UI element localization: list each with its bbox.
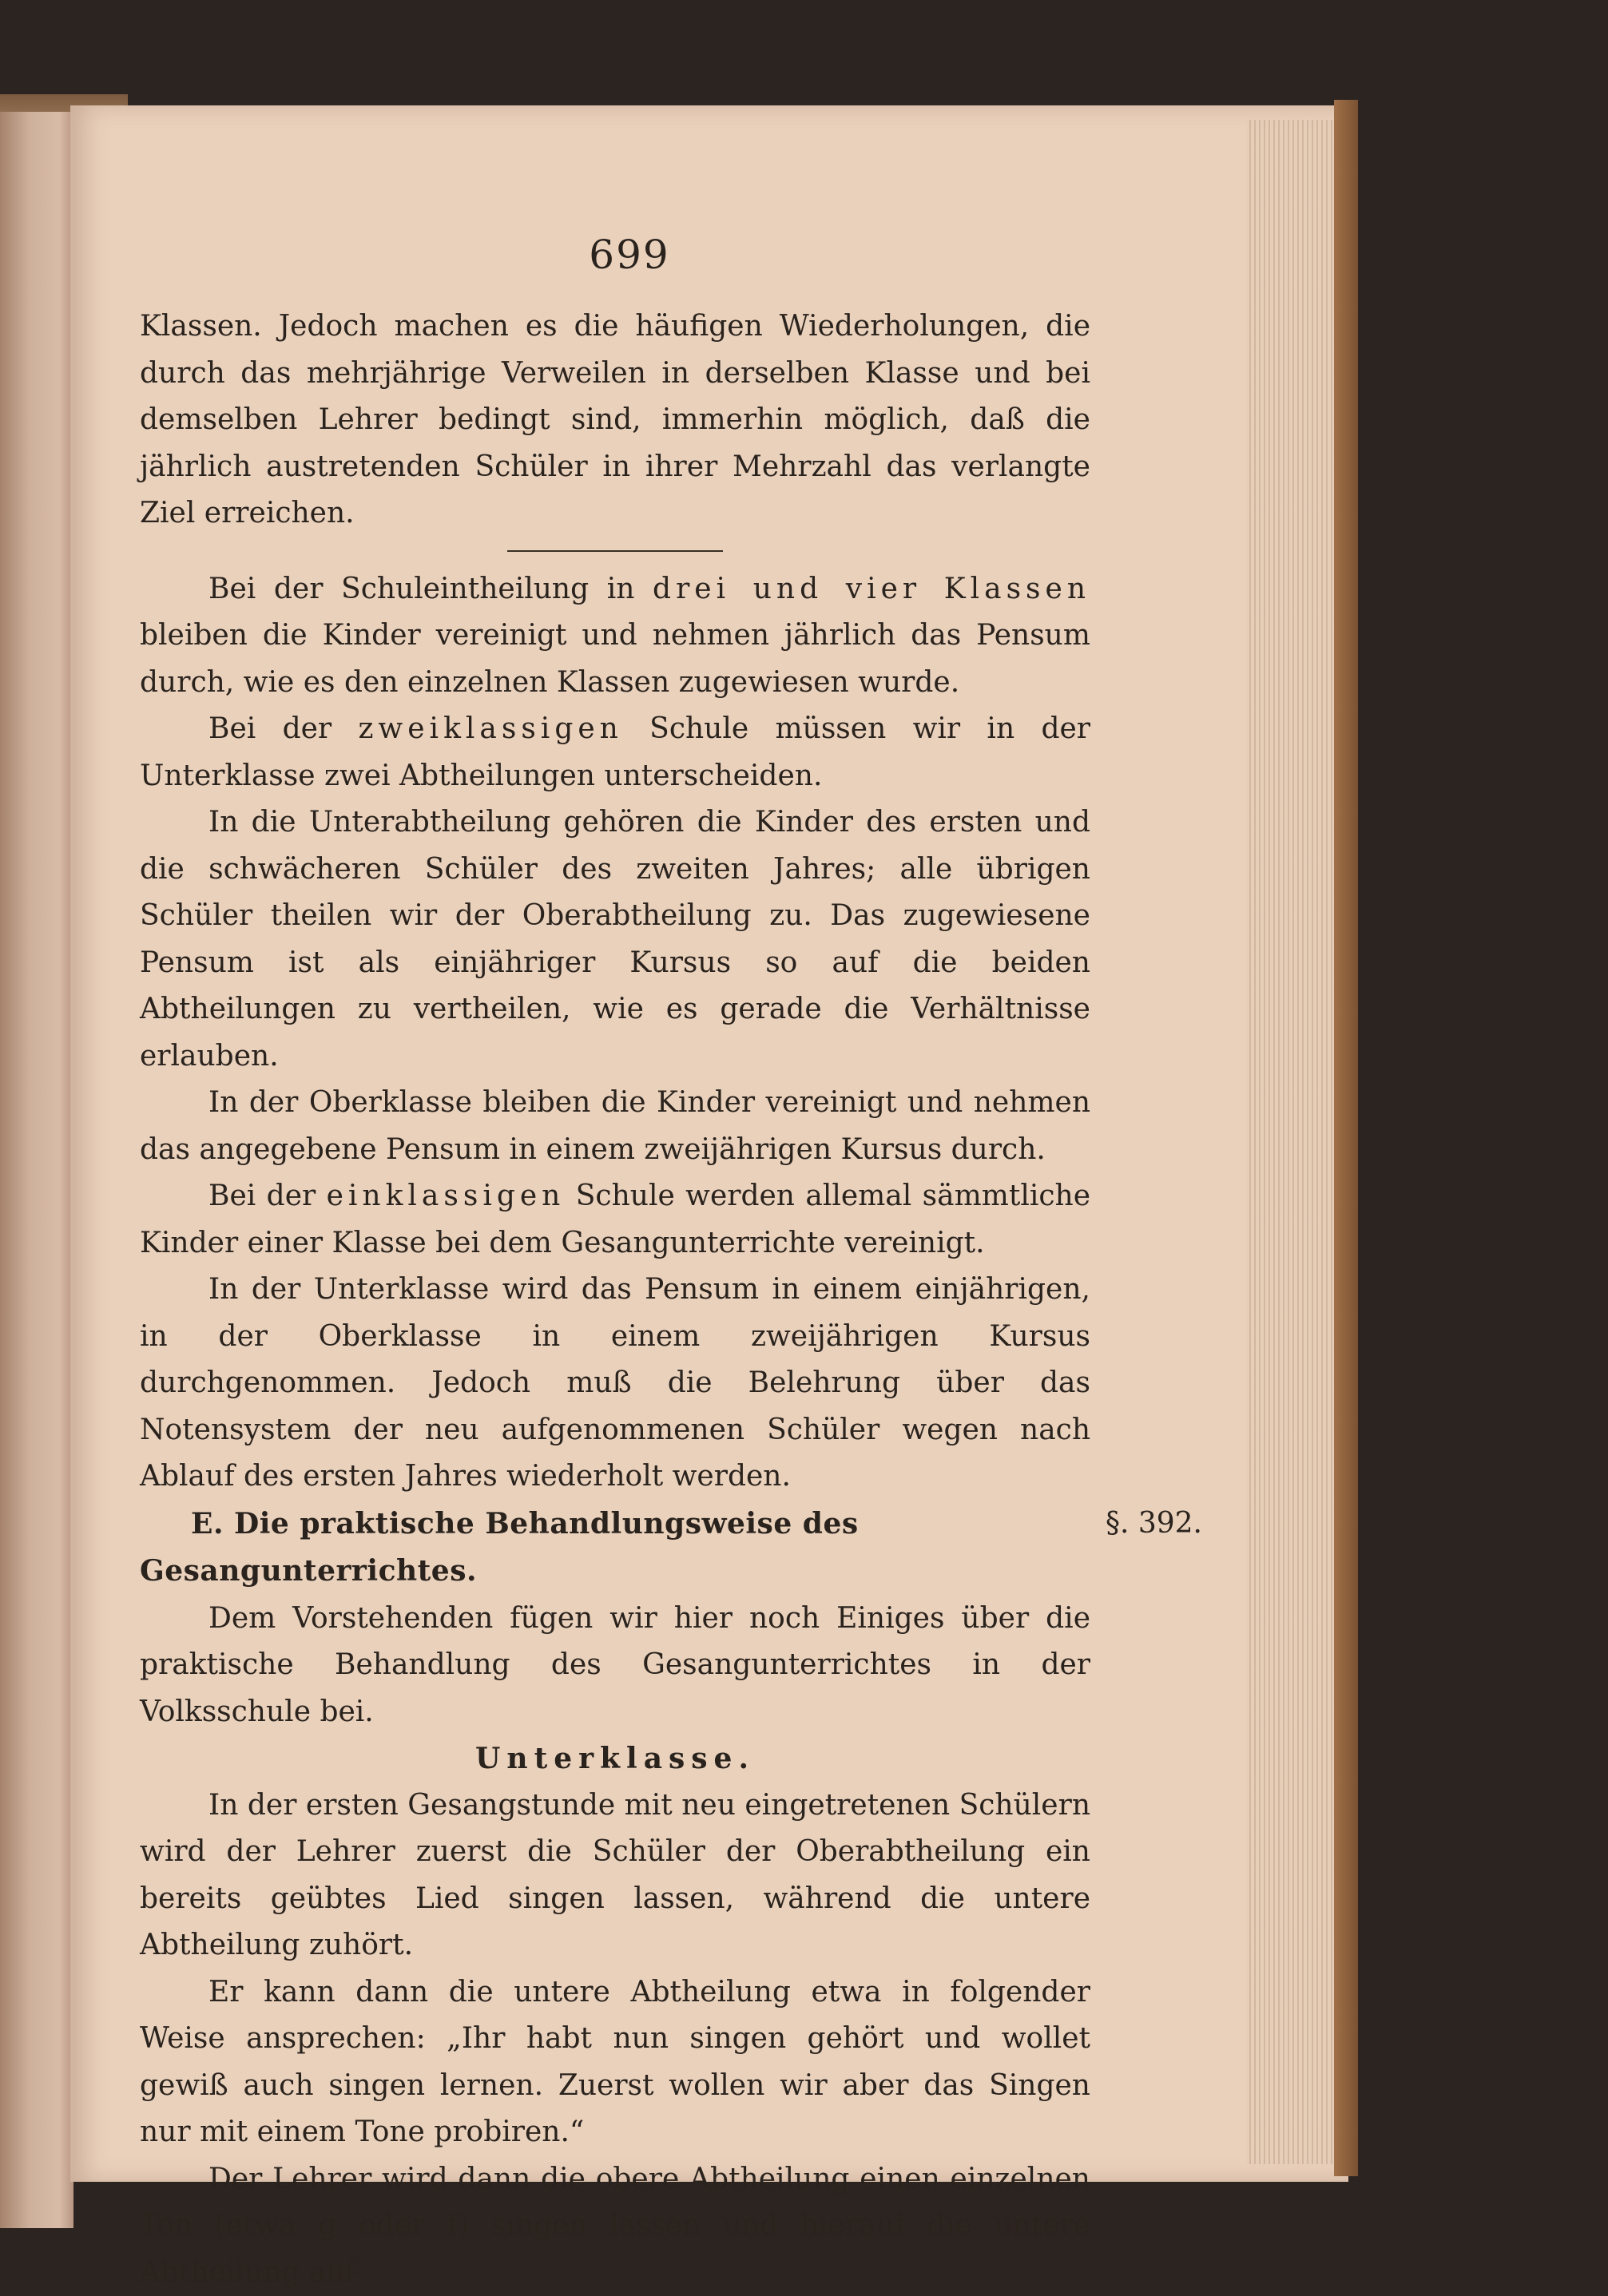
paragraph: In der Unterklasse wird das Pensum in einem einjährigen, in der Oberklasse in einem zweijährigen Kursus durchgenommen. Jedoch muß die Belehrung über das Notensystem der neu aufgenommenen Schüler wegen nach Ablauf des ersten Jahres wiederholt werden. [140, 1267, 1090, 1501]
text-run: bleiben die Kinder vereinigt und nehmen jährlich das Pensum durch, wie es den einzelnen Klassen zugewiesen wurde. [140, 619, 1090, 699]
paragraph: Er kann dann die untere Abtheilung etwa in folgender Weise ansprechen: „Ihr habt nun singen gehört und wollet gewiß auch singen lernen. Zuerst wollen wir aber das Singen nur mit einem Tone probiren.“ [140, 1969, 1090, 2156]
text-run: Schule werden allemal sämmtliche Kinder einer Klasse bei dem Gesangunterrichte vereinigt. [140, 1180, 1090, 1259]
paragraph: In der Oberklasse bleiben die Kinder vereinigt und nehmen das angegebene Pensum in einem zweijährigen Kursus durch. [140, 1080, 1090, 1173]
previous-page-edge [0, 112, 73, 2228]
body-text [140, 303, 1090, 2296]
paragraph: Der Lehrer wird dann die obere Abtheilung einen einzelnen Ton (etwa g oder f) singen lassen und hierauf die untere Abtheilung auf- [140, 2156, 1090, 2296]
subsection-title: Unterklasse. [140, 1735, 1090, 1782]
text-run: Schule müssen wir in der Unterklasse zwei Abtheilungen unterscheiden. [140, 712, 1090, 792]
paragraph: Dem Vorstehenden fügen wir hier noch Einiges über die praktische Behandlung des Gesangunterrichtes in der Volksschule bei. [140, 1596, 1090, 1736]
section-divider [507, 550, 723, 552]
emphasized-text: einklassigen [327, 1180, 566, 1212]
page-number: 699 [582, 232, 677, 278]
paragraph: In der ersten Gesangstunde mit neu eingetretenen Schülern wird der Lehrer zuerst die Schüler der Oberabtheilung ein bereits geübtes Lied singen lassen, während die untere Abtheilung zuhört. [140, 1782, 1090, 1969]
text-run: Bei der [208, 1180, 327, 1212]
paragraph: In die Unterabtheilung gehören die Kinder des ersten und die schwächeren Schüler des zweiten Jahres; alle übrigen Schüler theilen wir der Oberabtheilung zu. Das zugewiesene Pensum ist als einjähriger Kursus so auf die beiden Abtheilungen zu vertheilen, wie es gerade die Verhältnisse erlauben. [140, 799, 1090, 1080]
emphasized-text: drei und vier Klassen [653, 573, 1090, 605]
text-run: Bei der Schuleintheilung in [208, 573, 653, 605]
section-heading: E. Die praktische Behandlungsweise des Gesangunterrichtes. [140, 1507, 859, 1588]
section-heading-row [140, 1501, 1090, 1596]
paragraph [140, 566, 1090, 707]
emphasized-text: zweiklassigen [358, 712, 622, 745]
back-cover-board [1334, 100, 1358, 2176]
text-run: Bei der [208, 712, 358, 745]
paragraph [140, 1173, 1090, 1267]
paragraph: Klassen. Jedoch machen es die häufigen Wiederholungen, die durch das mehrjährige Verweilen in derselben Klasse und bei demselben Lehrer bedingt sind, immerhin möglich, daß die jährlich austretenden Schüler in ihrer Mehrzahl das verlangte Ziel erreichen. [140, 303, 1090, 537]
paragraph [140, 706, 1090, 799]
section-number: §. 392. [1106, 1501, 1202, 1548]
